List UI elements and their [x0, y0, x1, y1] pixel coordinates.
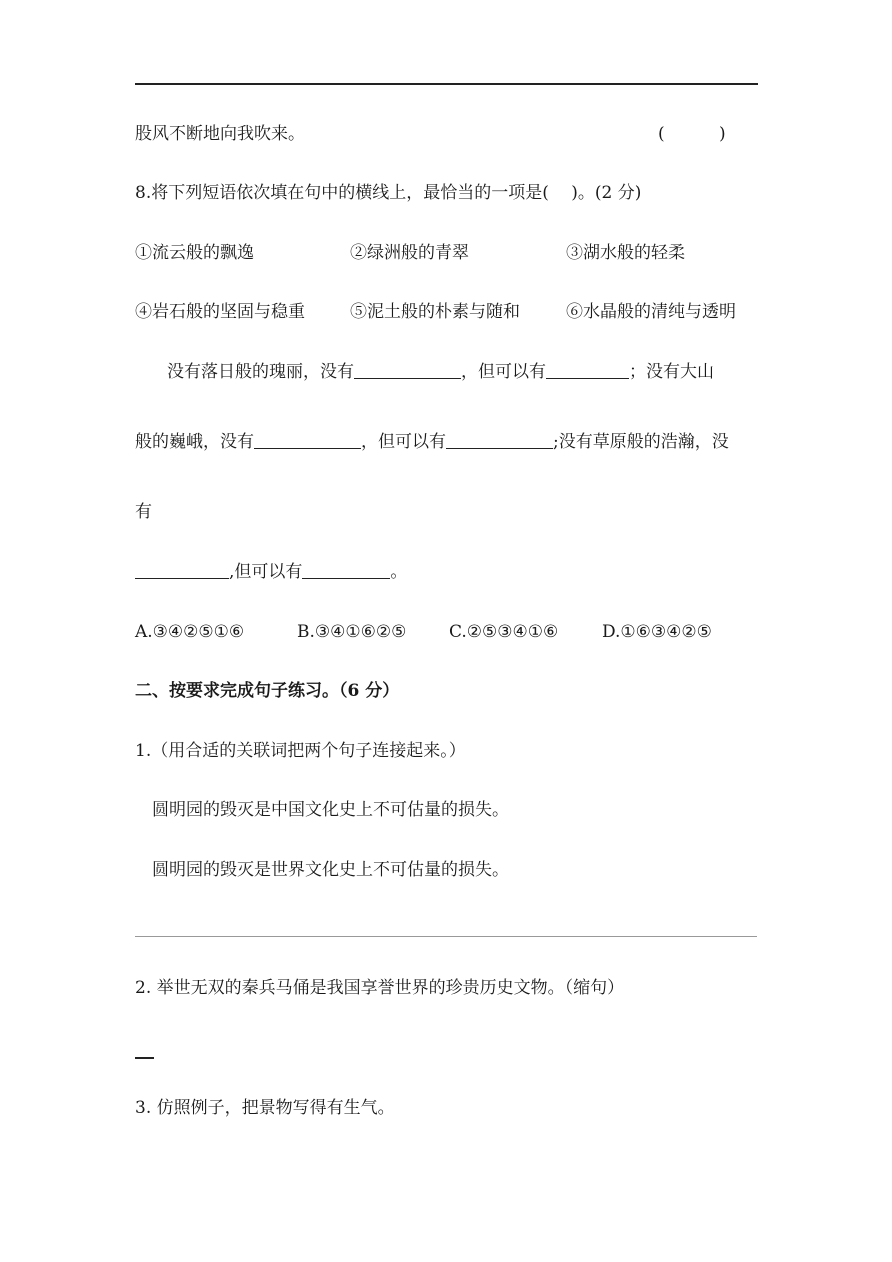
fill-blank-4[interactable] — [446, 432, 553, 449]
s2-q1-answer-line[interactable] — [135, 936, 757, 937]
q8-choice-a: A.③④②⑤①⑥ — [135, 622, 245, 642]
s2-q1-prompt: 1.（用合适的关联词把两个句子连接起来。） — [135, 741, 466, 761]
answer-paren-close: ) — [719, 124, 726, 144]
s2-q1-sentence-2: 圆明园的毁灭是世界文化史上不可估量的损失。 — [152, 860, 509, 880]
passage-text: 。 — [390, 562, 408, 582]
answer-paren-open: ( — [658, 124, 665, 144]
q8-option-6: ⑥水晶般的清纯与透明 — [566, 302, 736, 322]
q8-option-3: ③湖水般的轻柔 — [566, 243, 685, 263]
fill-blank-5[interactable] — [135, 562, 229, 579]
passage-text: ,但可以有 — [229, 562, 303, 582]
fill-blank-2[interactable] — [546, 362, 629, 379]
passage-text: ，但可以有 — [461, 362, 546, 382]
q8-stem: 8.将下列短语依次填在句中的横线上，最恰当的一项是( )。(2 分) — [135, 183, 642, 203]
passage-text: 没有落日般的瑰丽，没有 — [167, 362, 354, 382]
fill-blank-1[interactable] — [354, 362, 461, 379]
s2-q2-answer-line[interactable] — [135, 1057, 154, 1059]
s2-q3-prompt: 3. 仿照例子，把景物写得有生气。 — [135, 1098, 395, 1118]
q8-passage-line-1 — [167, 362, 714, 382]
section-2-heading: 二、按要求完成句子练习。（6 分） — [135, 681, 400, 701]
fill-blank-6[interactable] — [302, 562, 390, 579]
passage-text: 般的巍峨，没有 — [135, 432, 254, 452]
q8-choice-b: B.③④①⑥②⑤ — [297, 622, 407, 642]
q8-choice-c: C.②⑤③④①⑥ — [449, 622, 559, 642]
passage-text: ；没有大山 — [629, 362, 714, 382]
q7-continuation-text: 股风不断地向我吹来。 — [135, 124, 305, 144]
q8-passage-line-3: 有 — [135, 502, 152, 522]
q8-choice-d: D.①⑥③④②⑤ — [602, 622, 712, 642]
s2-q1-sentence-1: 圆明园的毁灭是中国文化史上不可估量的损失。 — [152, 800, 509, 820]
q8-option-1: ①流云般的飘逸 — [135, 243, 254, 263]
q8-passage-line-2 — [135, 432, 729, 452]
fill-blank-3[interactable] — [254, 432, 361, 449]
header-rule — [135, 83, 758, 85]
q8-option-2: ②绿洲般的青翠 — [350, 243, 469, 263]
passage-text: ;没有草原般的浩瀚，没 — [553, 432, 729, 452]
q8-passage-line-4 — [135, 562, 407, 582]
s2-q2-prompt: 2. 举世无双的秦兵马俑是我国享誉世界的珍贵历史文物。（缩句） — [135, 978, 625, 998]
q8-option-4: ④岩石般的坚固与稳重 — [135, 302, 305, 322]
q8-option-5: ⑤泥土般的朴素与随和 — [350, 302, 520, 322]
passage-text: ，但可以有 — [361, 432, 446, 452]
